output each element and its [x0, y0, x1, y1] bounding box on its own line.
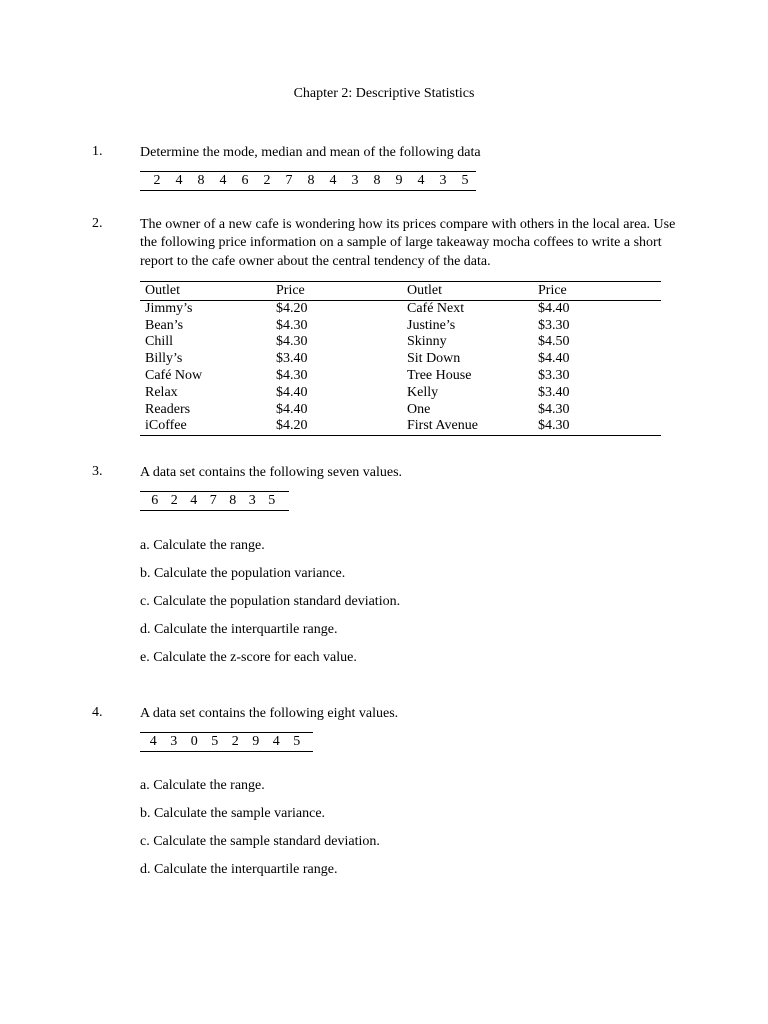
header-price: Price	[533, 282, 661, 301]
q4-value: 3	[170, 734, 178, 749]
table-row	[140, 368, 661, 385]
q1-value: 2	[153, 173, 161, 188]
q4-value: 2	[231, 734, 239, 749]
q4-part-d: d. Calculate the interquartile range.	[140, 862, 338, 877]
price-cell: $4.30	[538, 418, 570, 434]
q3-part-d: d. Calculate the interquartile range.	[140, 622, 338, 637]
q3-value: 5	[268, 493, 276, 508]
q3-value: 3	[248, 493, 256, 508]
q3-value: 4	[190, 493, 198, 508]
q3-value: 8	[229, 493, 237, 508]
q1-value: 4	[219, 173, 227, 188]
outlet-cell: Justine’s	[407, 317, 456, 333]
q1-value: 2	[263, 173, 271, 188]
q4-value: 4	[272, 734, 280, 749]
table-row	[140, 418, 661, 435]
q3-value: 7	[209, 493, 217, 508]
q1-value: 5	[461, 173, 469, 188]
question-3-prompt: A data set contains the following seven values.	[140, 465, 403, 480]
outlet-cell: Billy’s	[145, 351, 183, 367]
q3-part-a: a. Calculate the range.	[140, 538, 265, 553]
price-cell: $4.40	[538, 351, 570, 367]
question-4-number: 4.	[92, 705, 103, 720]
q1-value: 3	[351, 173, 359, 188]
q1-value: 9	[395, 173, 403, 188]
q1-value: 8	[373, 173, 381, 188]
q3-part-c: c. Calculate the population standard deviation.	[140, 594, 401, 609]
price-cell: $4.40	[538, 300, 570, 316]
outlet-cell: Bean’s	[145, 317, 184, 333]
q1-value: 4	[417, 173, 425, 188]
outlet-cell: Sit Down	[407, 351, 461, 367]
q1-value: 4	[175, 173, 183, 188]
price-cell: $3.30	[538, 367, 570, 383]
question-1-number: 1.	[92, 144, 103, 159]
q4-part-c: c. Calculate the sample standard deviation.	[140, 834, 380, 849]
question-1-prompt: Determine the mode, median and mean of the following data	[140, 145, 481, 160]
price-table	[140, 281, 661, 436]
table-row	[140, 351, 661, 368]
outlet-cell: Café Next	[407, 300, 465, 316]
q4-part-b: b. Calculate the sample variance.	[140, 806, 326, 821]
question-3-number: 3.	[92, 464, 103, 479]
question-3-data-row	[140, 491, 289, 511]
outlet-cell: Tree House	[407, 367, 472, 383]
price-cell: $4.20	[276, 418, 308, 434]
q1-value: 3	[439, 173, 447, 188]
q4-value: 5	[211, 734, 219, 749]
price-cell: $3.40	[276, 351, 308, 367]
header-outlet: Outlet	[140, 282, 271, 301]
price-cell: $3.30	[538, 317, 570, 333]
outlet-cell: Chill	[145, 334, 174, 350]
q3-part-b: b. Calculate the population variance.	[140, 566, 346, 581]
outlet-cell: One	[407, 401, 431, 417]
header-price: Price	[271, 282, 402, 301]
table-row	[140, 385, 661, 402]
price-cell: $4.30	[538, 401, 570, 417]
price-cell: $4.30	[276, 367, 308, 383]
q1-value: 4	[329, 173, 337, 188]
q4-value: 5	[293, 734, 301, 749]
q1-value: 6	[241, 173, 249, 188]
header-outlet: Outlet	[402, 282, 533, 301]
price-cell: $4.40	[276, 401, 308, 417]
q1-value: 7	[285, 173, 293, 188]
q4-value: 9	[252, 734, 260, 749]
table-row	[140, 318, 661, 335]
price-cell: $4.50	[538, 334, 570, 350]
outlet-cell: First Avenue	[407, 418, 478, 434]
outlet-cell: Relax	[145, 384, 178, 400]
outlet-cell: Kelly	[407, 384, 439, 400]
question-1-data-row	[140, 171, 476, 191]
price-cell: $3.40	[538, 384, 570, 400]
q1-value: 8	[307, 173, 315, 188]
table-row	[140, 300, 661, 317]
outlet-cell: Café Now	[145, 367, 203, 383]
table-row	[140, 334, 661, 351]
q4-part-a: a. Calculate the range.	[140, 778, 265, 793]
price-cell: $4.30	[276, 334, 308, 350]
q3-value: 2	[170, 493, 178, 508]
q4-value: 0	[190, 734, 198, 749]
question-2-number: 2.	[92, 216, 103, 231]
price-table-header-row	[140, 282, 661, 301]
q3-value: 6	[151, 493, 159, 508]
question-4-data-row	[140, 732, 313, 752]
price-cell: $4.20	[276, 300, 308, 316]
question-4-prompt: A data set contains the following eight values.	[140, 706, 399, 721]
outlet-cell: Jimmy’s	[145, 300, 193, 316]
outlet-cell: Skinny	[407, 334, 447, 350]
q1-value: 8	[197, 173, 205, 188]
price-cell: $4.30	[276, 317, 308, 333]
price-cell: $4.40	[276, 384, 308, 400]
outlet-cell: iCoffee	[145, 418, 187, 434]
outlet-cell: Readers	[145, 401, 191, 417]
table-row	[140, 402, 661, 419]
q3-part-e: e. Calculate the z-score for each value.	[140, 650, 357, 665]
q4-value: 4	[149, 734, 157, 749]
question-2-prompt: The owner of a new cafe is wondering how its prices compare with others in the local area. Use the following price information on a sample of large takeaway mocha coffees to write a short report to the cafe owner about the central tendency of the data.	[140, 217, 676, 269]
page-title: Chapter 2: Descriptive Statistics	[293, 86, 475, 101]
